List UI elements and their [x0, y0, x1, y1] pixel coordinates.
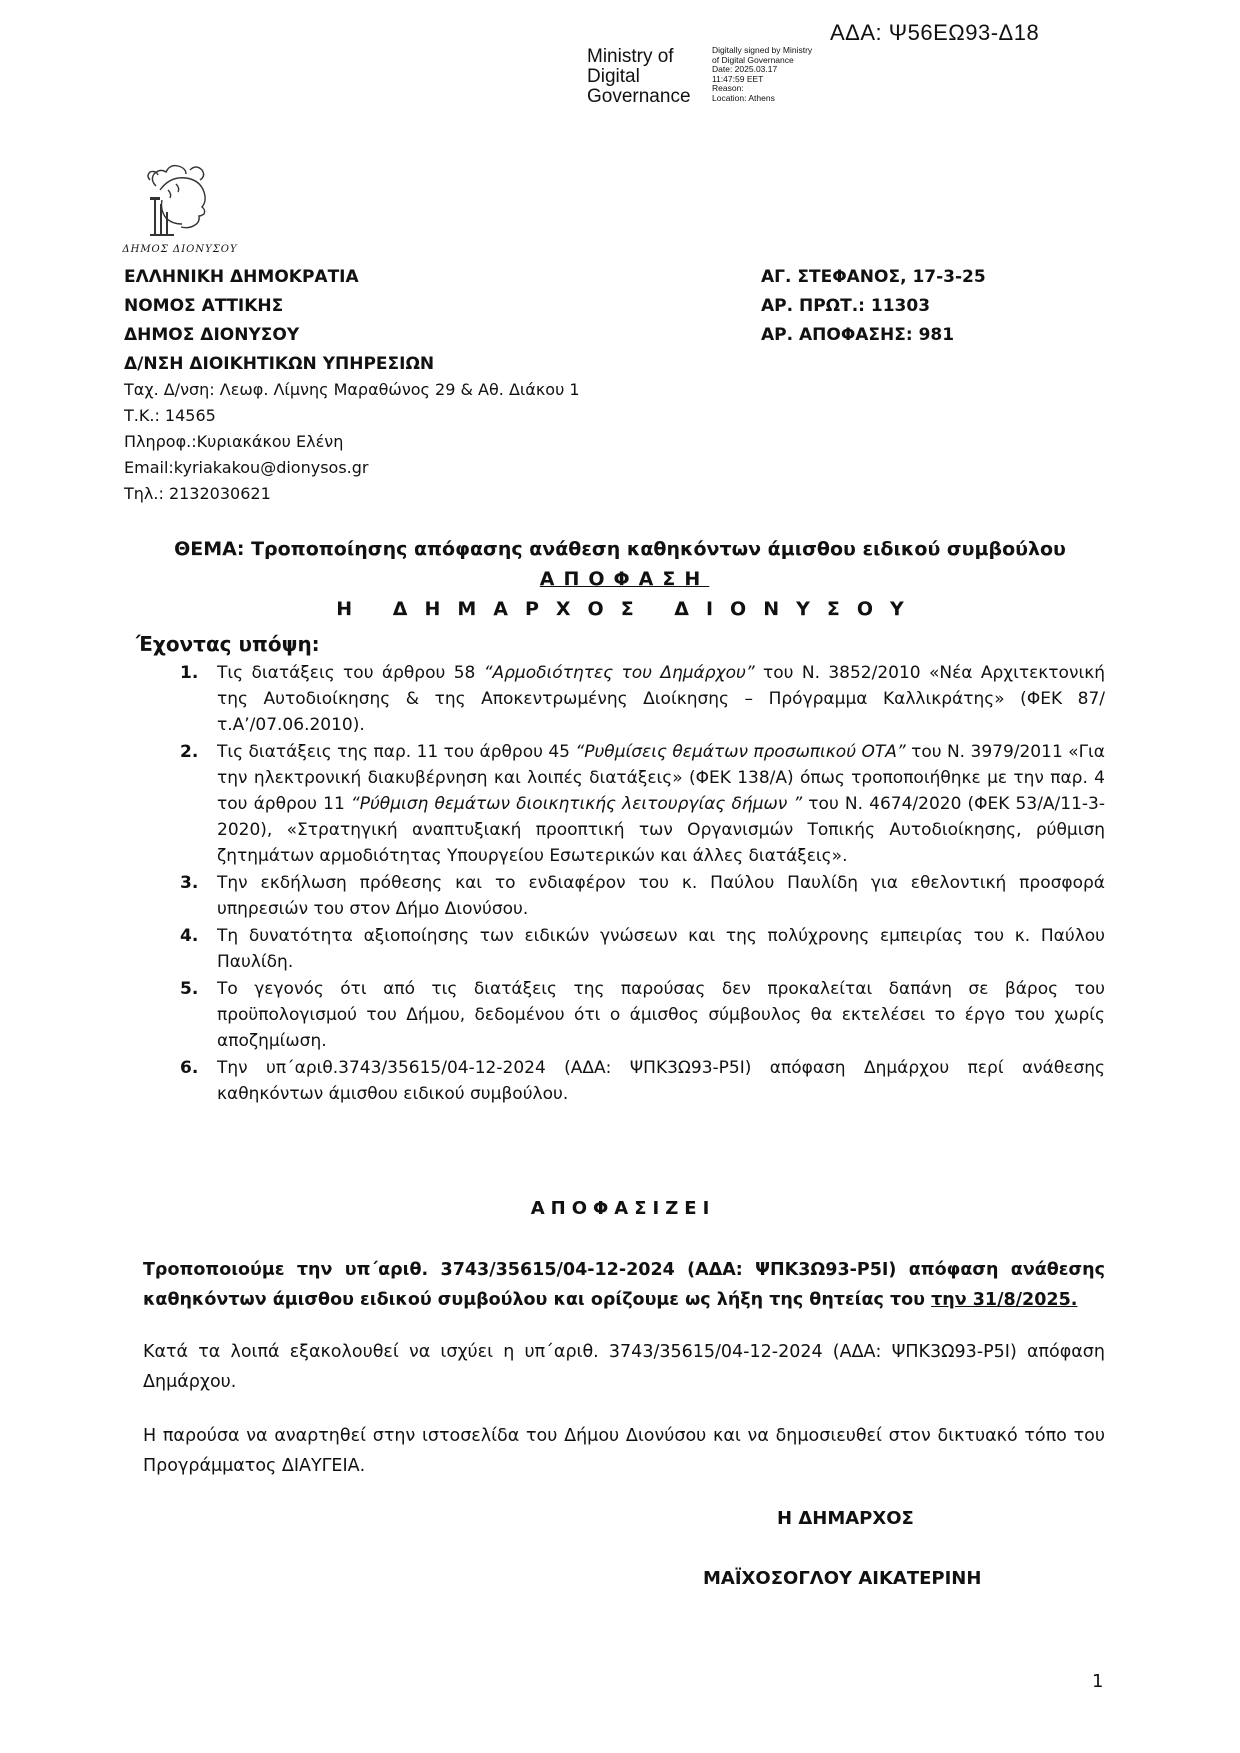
logo-caption: ΔΗΜΟΣ ΔΙΟΝΥΣΟΥ: [122, 244, 238, 255]
item-text-italic: “Αρμοδιότητες του Δημάρχου”: [483, 663, 755, 683]
contact-person: Πληροφ.:Κυριακάκου Ελένη: [124, 432, 344, 451]
consideration-item: [180, 976, 1105, 1054]
signature-detail-line: Date: 2025.03.17: [712, 64, 778, 74]
signature-detail-line: of Digital Governance: [712, 54, 794, 65]
item-text: [217, 976, 1105, 1054]
contact-address: Ταχ. Δ/νση: Λεωφ. Λίμνης Μαραθώνος 29 & Αθ. Διάκου 1: [124, 380, 580, 399]
contact-block: [124, 377, 580, 507]
decision-heading: ΑΠΟΦΑΣΗ: [539, 568, 710, 590]
mayor-heading: Η ΔΗΜΑΡΧΟΣ ΔΙΟΝΥΣΟΥ: [336, 598, 921, 620]
dionysos-head-icon: [120, 160, 240, 244]
digital-signature-name: [587, 47, 691, 107]
consideration-item: [180, 1055, 1105, 1107]
signature-detail-line: Reason:: [712, 83, 744, 93]
consideration-item: [180, 923, 1105, 975]
issuer-block: [124, 263, 434, 379]
remaining-validity-paragraph: Κατά τα λοιπά εξακολουθεί να ισχύει η υπ΄αριθ. 3743/35615/04-12-2024 (ΑΔΑ: ΨΠΚ3Ω93-Ρ5Ι) απόφαση Δημάρχου.: [143, 1342, 1105, 1392]
item-text: [217, 739, 1105, 869]
item-number: 4.: [180, 926, 199, 946]
item-text-part: Την εκδήλωση πρόθεσης και το ενδιαφέρον του κ. Παύλου Παυλίδη για εθελοντική προσφορά υπηρεσιών του στον Δήμο Διονύσου.: [217, 873, 1105, 919]
item-text-italic: “Ρύθμιση θεμάτων διοικητικής λειτουργίας δήμων ”: [350, 794, 803, 814]
signature-detail-line: 11:47:59 EET: [712, 73, 764, 84]
page-number: 1: [1092, 1671, 1104, 1692]
item-number: 6.: [180, 1058, 199, 1078]
considerations-list: [180, 660, 1105, 1108]
item-text-part: Τη δυνατότητα αξιοποίησης των ειδικών γνώσεων και της πολύχρονης εμπειρίας του κ. Παύλου Παυλίδη.: [217, 926, 1105, 972]
municipality-logo: [120, 160, 240, 256]
item-number: 1.: [180, 663, 199, 683]
item-text: [217, 870, 1105, 922]
contact-phone: Τηλ.: 2132030621: [124, 484, 271, 503]
subject-line: ΘΕΜΑ: Τροποποίησης απόφασης ανάθεση καθηκόντων άμισθου ειδικού συμβούλου: [174, 538, 1066, 560]
consideration-item: [180, 660, 1105, 738]
issuer-line: ΝΟΜΟΣ ΑΤΤΙΚΗΣ: [124, 296, 284, 316]
item-text: [217, 923, 1105, 975]
signature-name-line: Ministry of: [587, 46, 674, 67]
issuer-line: ΔΗΜΟΣ ΔΙΟΝΥΣΟΥ: [124, 325, 300, 345]
reference-block: [761, 263, 986, 350]
decision-text: Τροποποιούμε την υπ΄αριθ. 3743/35615/04-12-2024 (ΑΔΑ: ΨΠΚ3Ω93-Ρ5Ι) απόφαση ανάθεσης καθηκόντων άμισθου ειδικού συμβούλου και ορίζουμε ως λήξη της θητείας του: [143, 1260, 1105, 1310]
considering-heading: Έχοντας υπόψη:: [136, 632, 320, 656]
item-text-italic: “Ρυθμίσεις θεμάτων προσωπικού ΟΤΑ”: [575, 742, 906, 762]
signatory-title: Η ΔΗΜΑΡΧΟΣ: [777, 1508, 914, 1529]
signature-detail-line: Location: Athens: [712, 92, 775, 103]
consideration-item: [180, 870, 1105, 922]
signature-name-line: Digital: [587, 66, 640, 87]
contact-postcode: Τ.Κ.: 14565: [124, 406, 216, 425]
contact-email: Email:kyriakakou@dionysos.gr: [124, 458, 369, 477]
place-date: ΑΓ. ΣΤΕΦΑΝΟΣ, 17-3-25: [761, 267, 986, 287]
item-text-part: του Ν. 3979/2011 «Για την ηλεκτρονική διακυβέρνηση και λοιπές διατάξεις» (ΦΕΚ 138/Α) όπως τροποποιήθηκε με την παρ. 4 του άρθρου 11: [217, 742, 1106, 814]
issuer-line: ΕΛΛΗΝΙΚΗ ΔΗΜΟΚΡΑΤΙΑ: [124, 267, 359, 287]
digital-signature-details: [712, 46, 812, 103]
signature-detail-line: Digitally signed by Ministry: [712, 45, 813, 55]
consideration-item: [180, 739, 1105, 869]
decision-date: την 31/8/2025.: [931, 1290, 1078, 1310]
ada-code: ΑΔΑ: Ψ56ΕΩ93-Δ18: [830, 20, 1040, 45]
item-text-part: του Ν. 3852/2010 «Νέα Αρχιτεκτονική της Αυτοδιοίκησης & της Αποκεντρωμένης Διοίκησης – Πρόγραμμα Καλλικράτης» (ΦΕΚ 87/τ.Α’/07.06.2010).: [217, 663, 1105, 735]
item-text: [217, 1055, 1105, 1107]
signatory-name: ΜΑΪΧΟΣΟΓΛΟΥ ΑΙΚΑΤΕΡΙΝΗ: [703, 1568, 982, 1589]
item-number: 5.: [180, 979, 199, 999]
decision-number: ΑΡ. ΑΠΟΦΑΣΗΣ: 981: [761, 325, 955, 345]
issuer-line: Δ/ΝΣΗ ΔΙΟΙΚΗΤΙΚΩΝ ΥΠΗΡΕΣΙΩΝ: [124, 354, 435, 374]
item-text: [217, 660, 1105, 738]
item-text-part: Τις διατάξεις της παρ. 11 του άρθρου 45: [217, 742, 576, 762]
item-number: 2.: [180, 742, 199, 762]
item-text-part: Την υπ΄αριθ.3743/35615/04-12-2024 (ΑΔΑ: ΨΠΚ3Ω93-Ρ5Ι) απόφαση Δημάρχου περί ανάθεσης καθηκόντων άμισθου ειδικού συμβούλου.: [217, 1058, 1105, 1104]
signature-name-line: Governance: [587, 86, 691, 107]
decision-paragraph: [143, 1255, 1105, 1315]
item-number: 3.: [180, 873, 199, 893]
protocol-number: ΑΡ. ΠΡΩΤ.: 11303: [761, 296, 931, 316]
publication-paragraph: Η παρούσα να αναρτηθεί στην ιστοσελίδα του Δήμου Διονύσου και να δημοσιευθεί στον δικτυακό τόπο του Προγράμματος ΔΙΑΥΓΕΙΑ.: [143, 1426, 1105, 1476]
item-text-part: Το γεγονός ότι από τις διατάξεις της παρούσας δεν προκαλείται δαπάνη σε βάρος του προϋπολογισμού του Δήμου, δεδομένου ότι ο άμισθος σύμβουλος θα εκτελέσει το έργο του χωρίς αποζημίωση.: [217, 979, 1105, 1051]
decides-heading: ΑΠΟΦΑΣΙΖΕΙ: [530, 1198, 716, 1219]
item-text-part: Τις διατάξεις του άρθρου 58: [217, 663, 484, 683]
item-text-part: του Ν. 4674/2020 (ΦΕΚ 53/Α/11-3-2020), «Στρατηγική αναπτυξιακή προοπτική των Οργανισμών Τοπικής Αυτοδιοίκησης, ρύθμιση ζητημάτων αρμοδιότητας Υπουργείου Εσωτερικών και άλλες διατάξεις».: [217, 794, 1105, 866]
